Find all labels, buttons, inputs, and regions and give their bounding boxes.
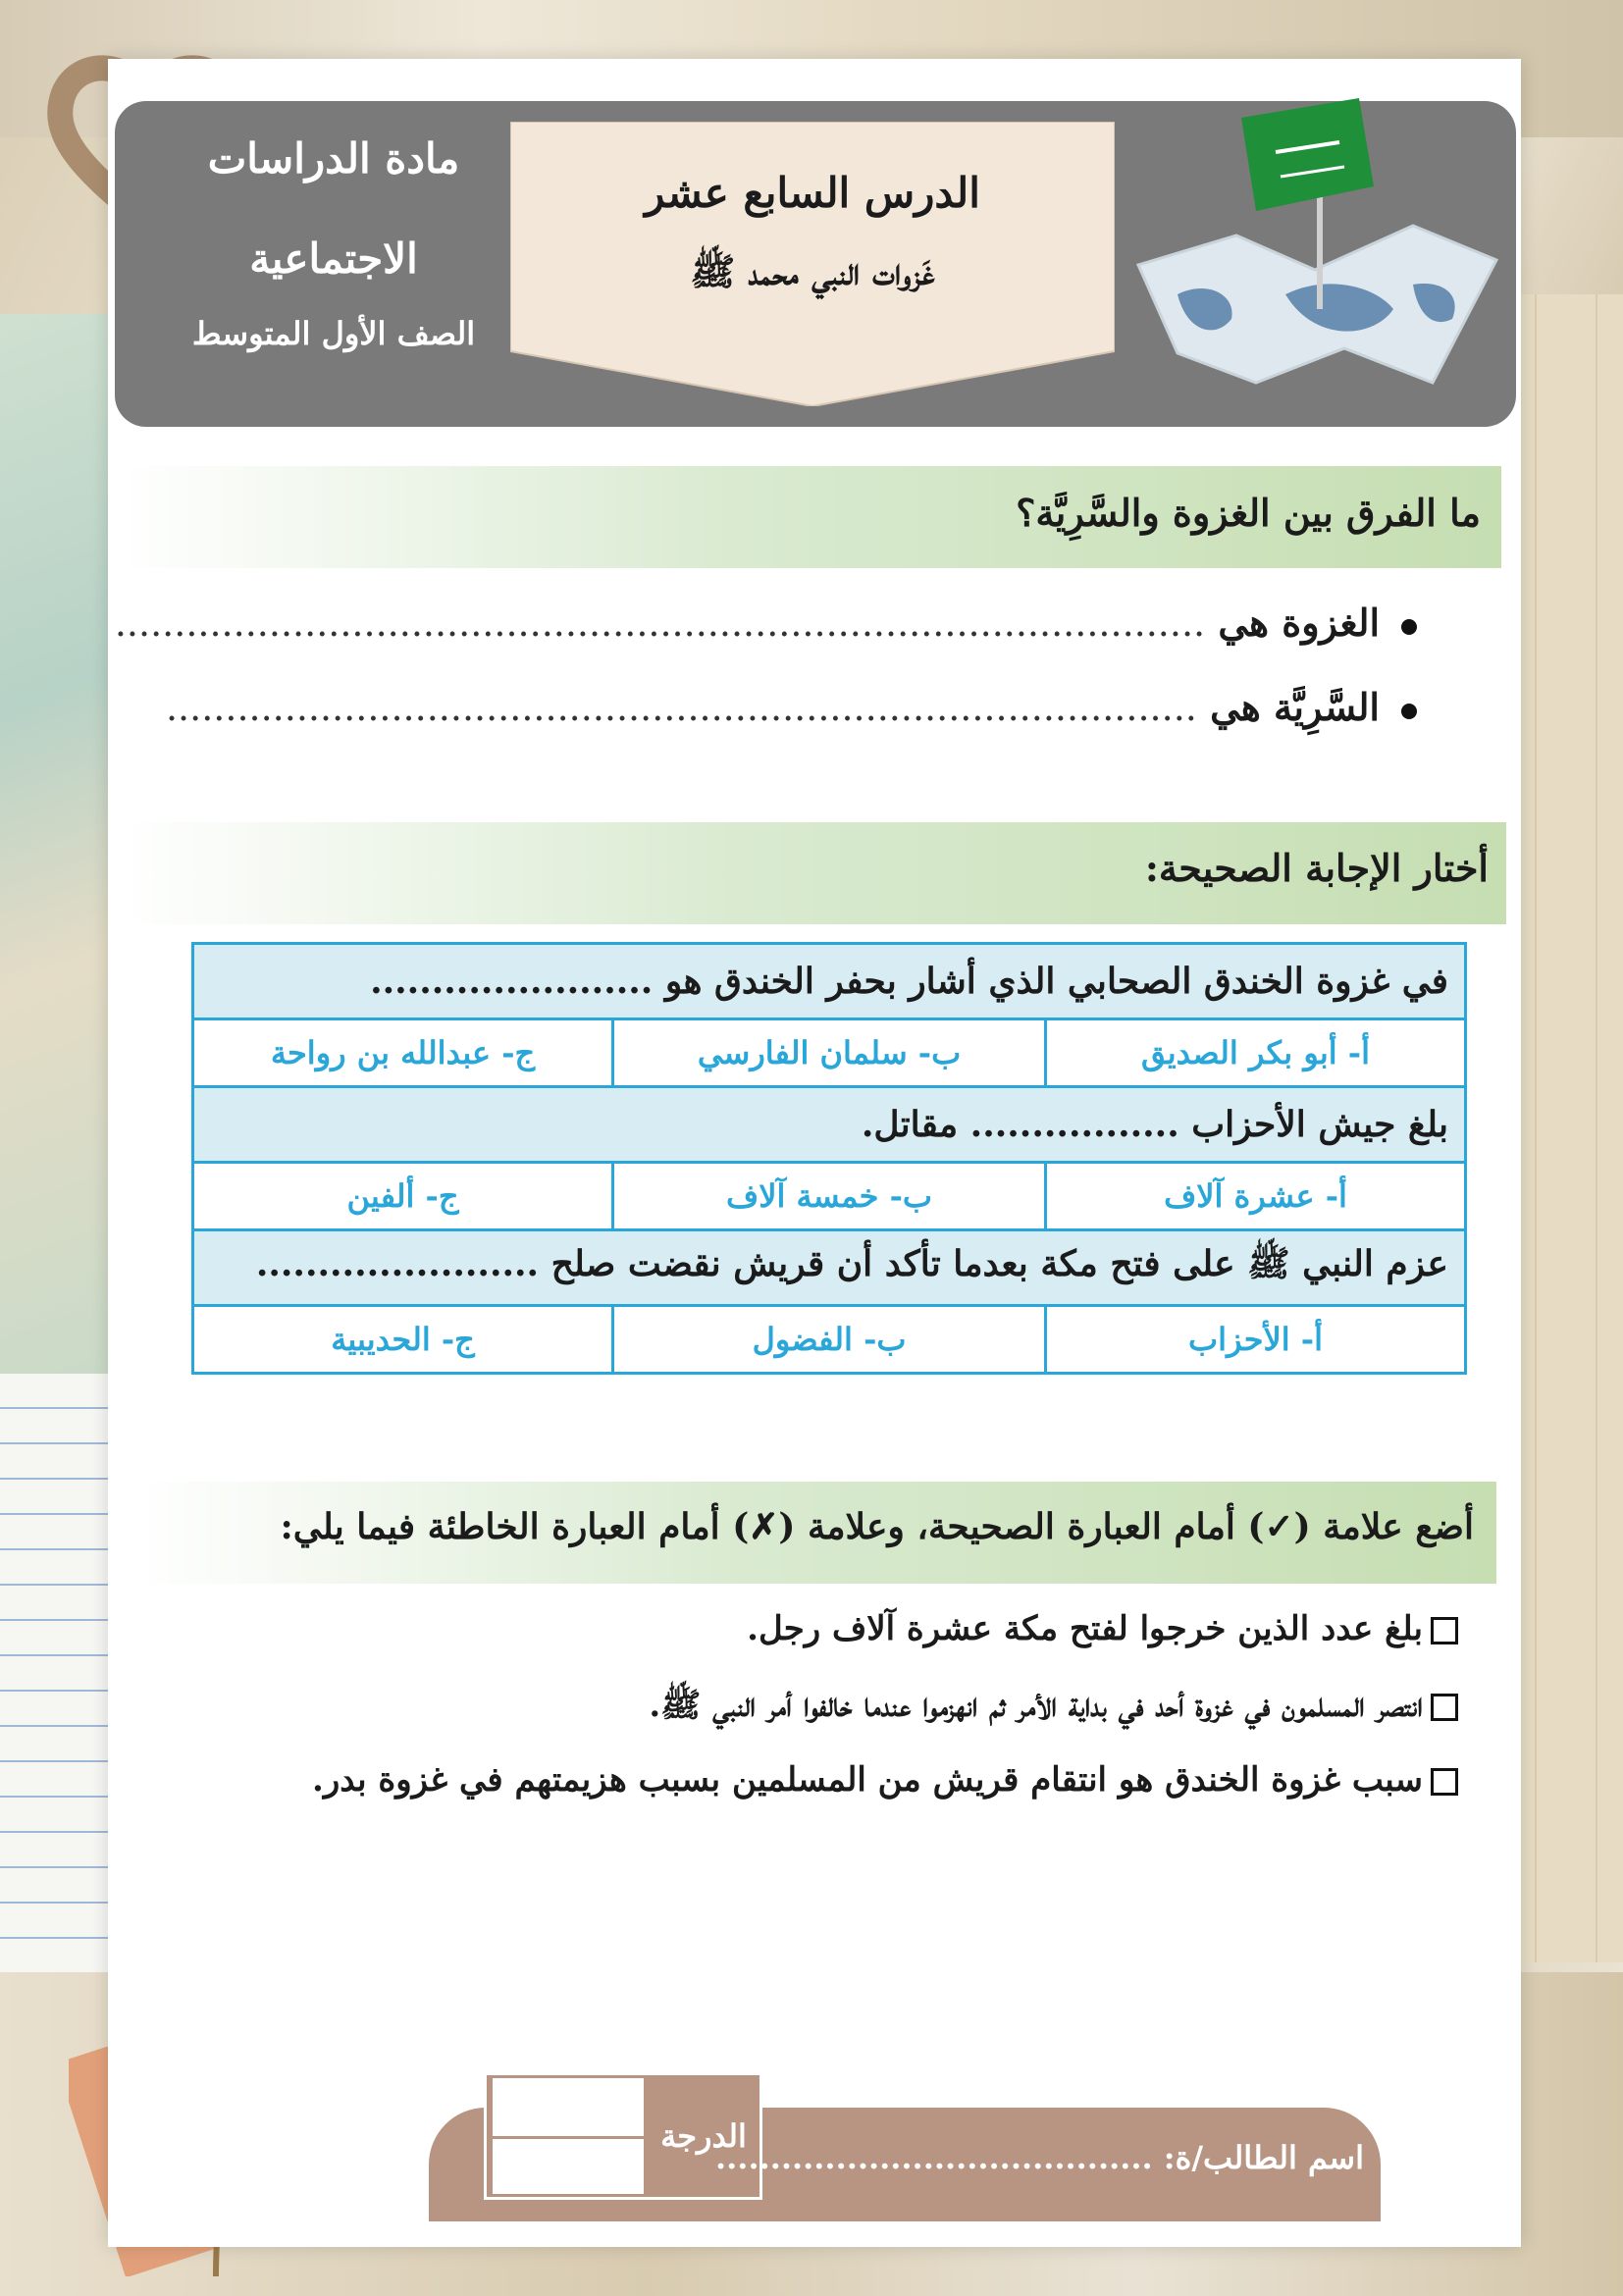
question-1-text: في غزوة الخندق الصحابي الذي أشار بحفر الخندق هو ....................... — [193, 944, 1466, 1019]
statement-1 — [747, 1609, 1458, 1648]
option-3a[interactable]: أ- الأحزاب — [1046, 1306, 1466, 1374]
grade-divider — [493, 2136, 646, 2139]
option-1b[interactable]: ب- سلمان الفارسي — [613, 1019, 1046, 1087]
multiple-choice-table — [191, 942, 1467, 1375]
definition-label-2: السَّرِيَّة هي — [1210, 685, 1380, 729]
definition-line-2 — [166, 685, 1417, 729]
section-2-title: أختار الإجابة الصحيحة: — [1144, 846, 1489, 890]
lesson-title: الدرس السابع عشر — [645, 169, 980, 217]
question-row — [193, 1087, 1466, 1163]
map-flag-icon — [1119, 98, 1511, 412]
checkbox-1[interactable] — [1431, 1617, 1458, 1644]
lesson-subtitle: غَزوات النبي محمد ﷺ — [690, 249, 935, 293]
option-3c[interactable]: ج- الحديبية — [193, 1306, 613, 1374]
question-2-text: بلغ جيش الأحزاب ................. مقاتل. — [193, 1087, 1466, 1163]
student-name-field[interactable]: اسم الطالب/ة: ........................................ — [715, 2139, 1364, 2176]
statement-3 — [312, 1760, 1458, 1800]
options-row — [193, 1306, 1466, 1374]
answer-blank-1[interactable]: ............................................................................................ — [114, 601, 1206, 645]
section-1-title: ما الفرق بين الغزوة والسَّرِيَّة؟ — [1016, 491, 1481, 535]
bullet-icon — [1401, 619, 1417, 635]
question-row — [193, 1230, 1466, 1306]
grade-level: الصف الأول المتوسط — [191, 315, 476, 352]
definition-label-1: الغزوة هي — [1218, 600, 1380, 645]
subject-line-1: مادة الدراسات — [207, 134, 460, 183]
checkbox-3[interactable] — [1431, 1768, 1458, 1796]
option-1a[interactable]: أ- أبو بكر الصديق — [1046, 1019, 1466, 1087]
section-3-title: أضع علامة (✓) أمام العبارة الصحيحة، وعلامة (✗) أمام العبارة الخاطئة فيما يلي: — [280, 1506, 1474, 1547]
subject-line-2: الاجتماعية — [249, 235, 418, 283]
statement-3-text: سبب غزوة الخندق هو انتقام قريش من المسلمين بسبب هزيمتهم في غزوة بدر. — [312, 1760, 1423, 1800]
option-2a[interactable]: أ- عشرة آلاف — [1046, 1163, 1466, 1230]
lesson-card — [510, 122, 1115, 406]
grade-label: الدرجة — [660, 2117, 747, 2155]
options-row — [193, 1019, 1466, 1087]
statement-2 — [649, 1685, 1458, 1733]
statement-2-text: انتصر المسلمون في غزوة أحد في بداية الأمر ثم انهزموا عندما خالفوا أمر النبي ﷺ. — [649, 1686, 1423, 1725]
question-row — [193, 944, 1466, 1019]
statement-1-text: بلغ عدد الذين خرجوا لفتح مكة عشرة آلاف رجل. — [747, 1609, 1423, 1648]
bullet-icon — [1401, 704, 1417, 719]
option-2b[interactable]: ب- خمسة آلاف — [613, 1163, 1046, 1230]
definition-line-1 — [115, 600, 1417, 645]
question-3-text: عزم النبي ﷺ على فتح مكة بعدما تأكد أن قريش نقضت صلح ....................... — [193, 1230, 1466, 1306]
option-2c[interactable]: ج- ألفين — [193, 1163, 613, 1230]
subject-block — [172, 128, 496, 355]
option-1c[interactable]: ج- عبدالله بن رواحة — [193, 1019, 613, 1087]
answer-blank-2[interactable]: ....................................................................................... — [165, 686, 1197, 729]
checkbox-2[interactable] — [1431, 1694, 1458, 1721]
options-row — [193, 1163, 1466, 1230]
option-3b[interactable]: ب- الفضول — [613, 1306, 1046, 1374]
